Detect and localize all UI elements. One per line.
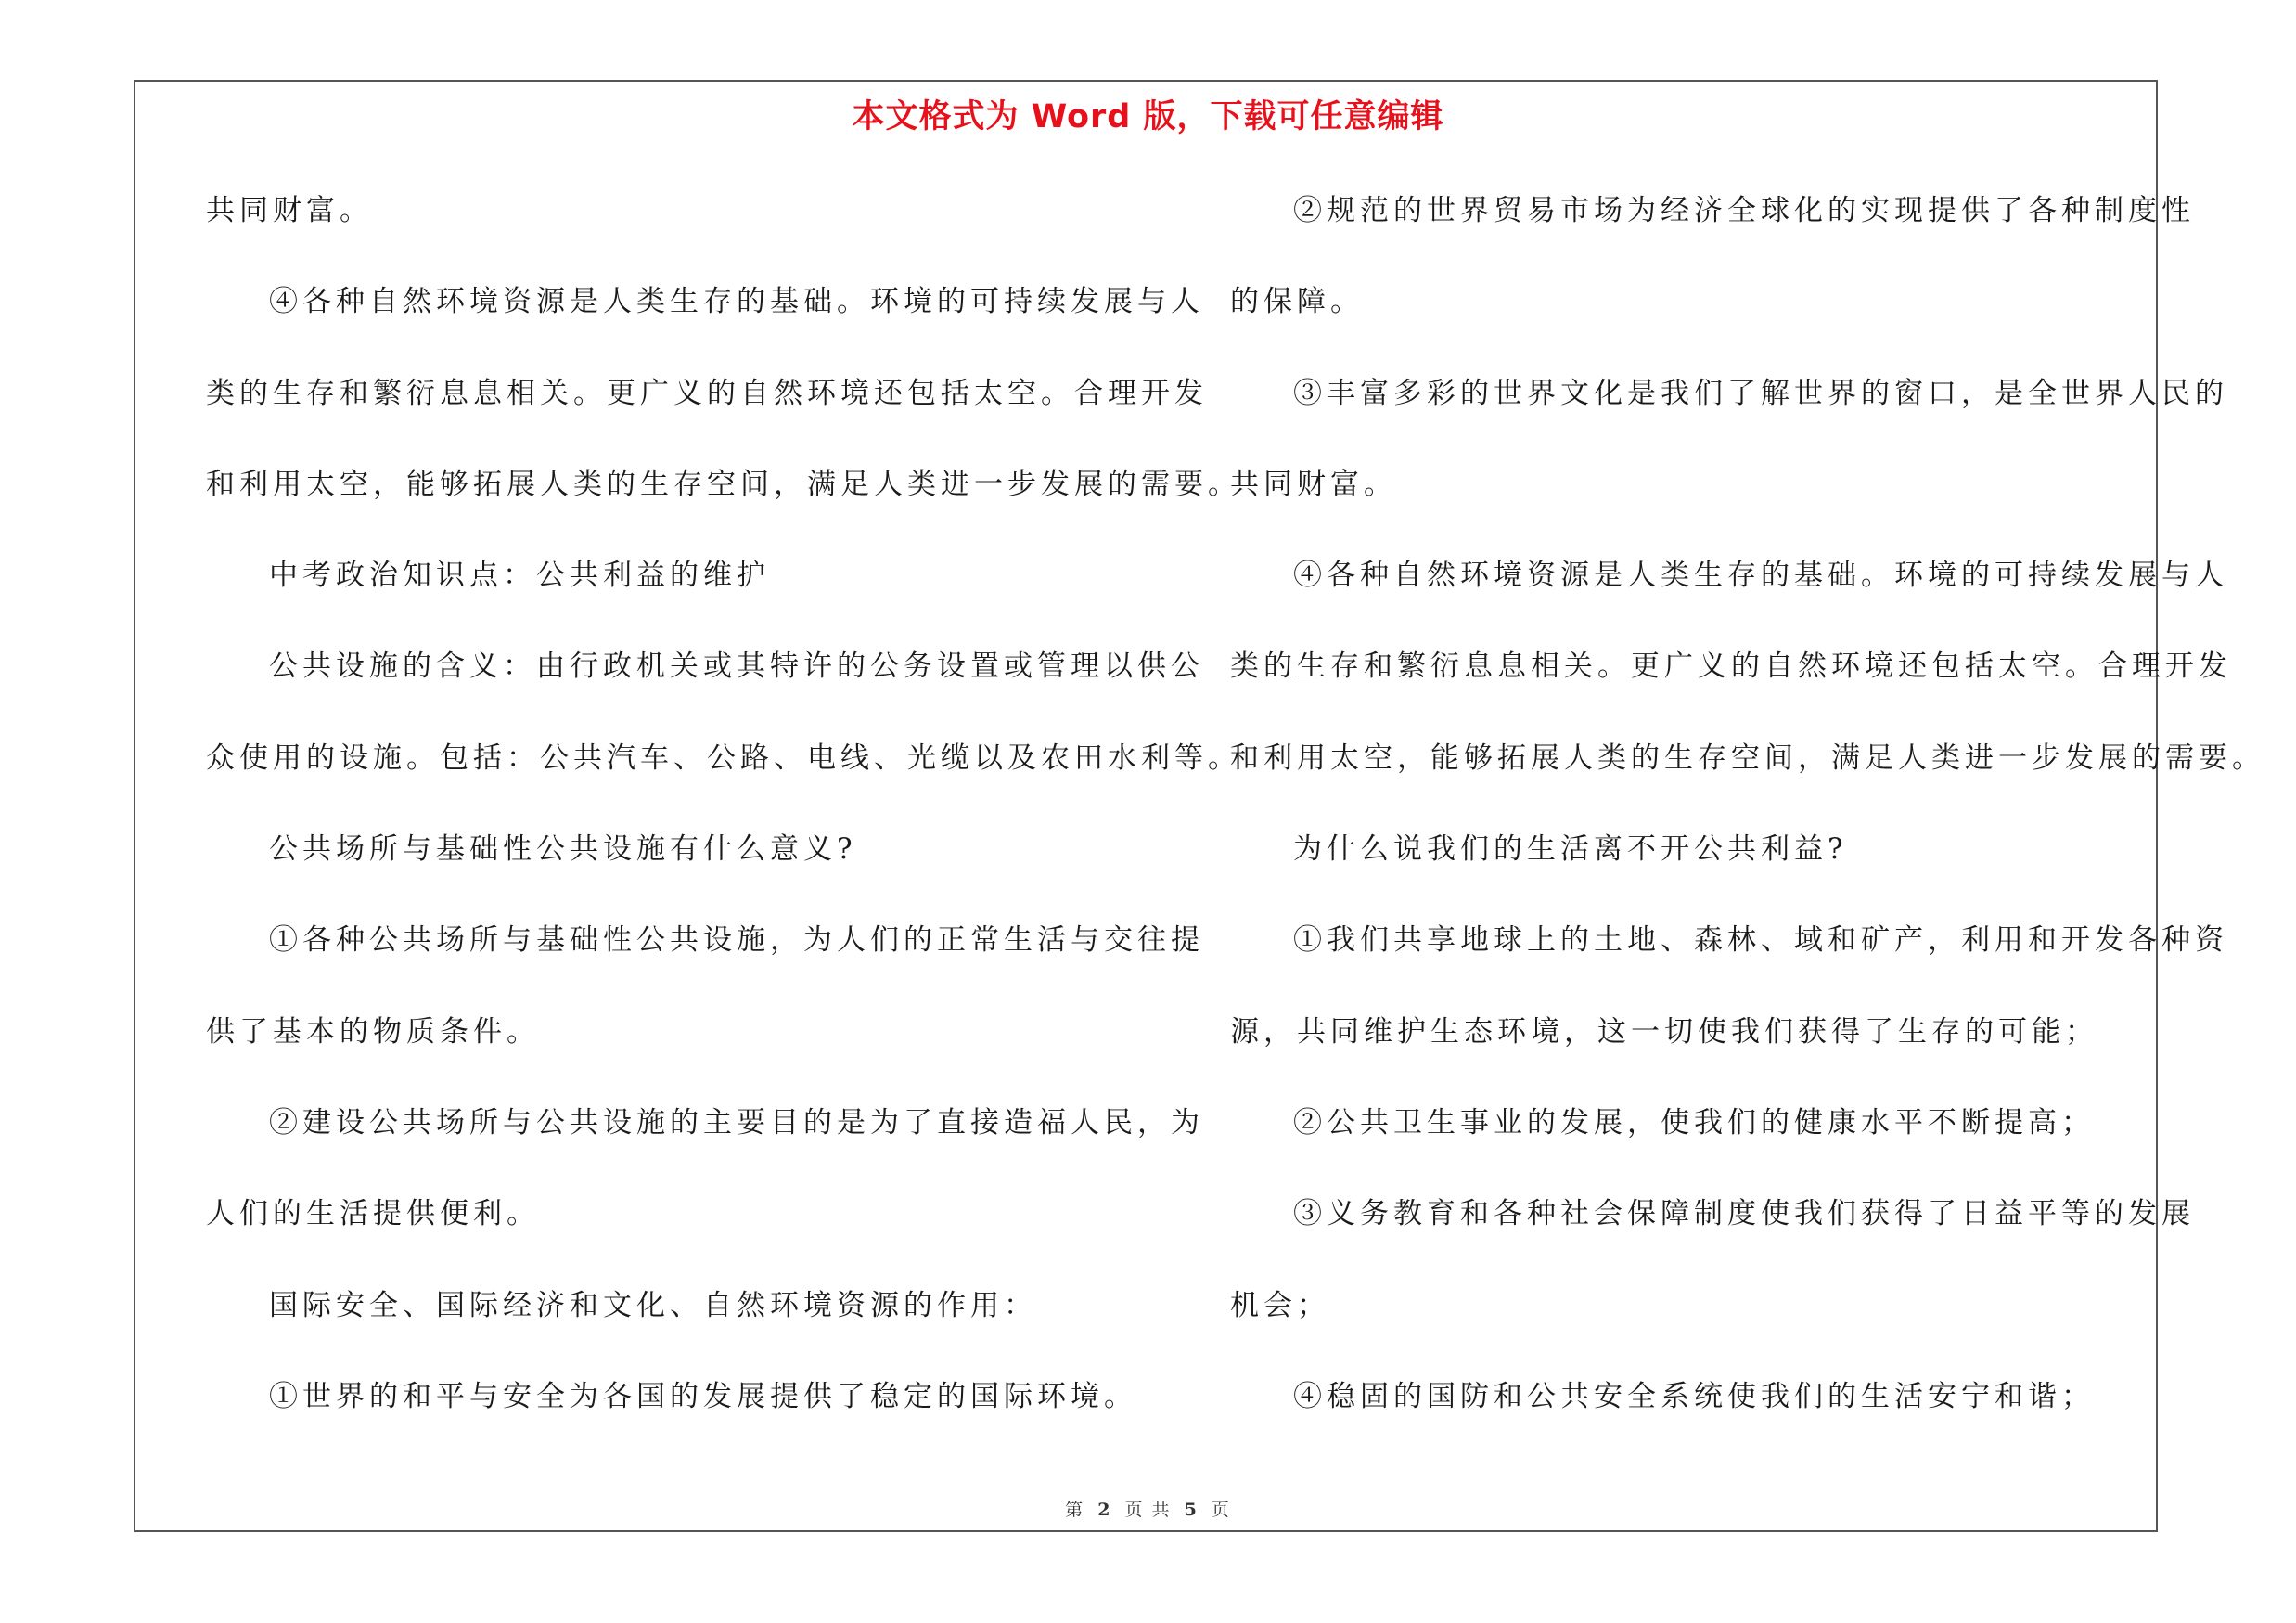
text-line: ①我们共享地球上的土地、森林、域和矿产，利用和开发各种资 xyxy=(1293,923,2228,958)
text-line: ④各种自然环境资源是人类生存的基础。环境的可持续发展与人 xyxy=(1293,559,2228,593)
text-line: ①各种公共场所与基础性公共设施，为人们的正常生活与交往提 xyxy=(269,923,1204,958)
text-line: 中考政治知识点：公共利益的维护 xyxy=(269,559,770,593)
footer-suffix: 页 xyxy=(1211,1500,1231,1520)
text-line: 共同财富。 xyxy=(206,194,373,227)
footer-prefix: 第 xyxy=(1065,1500,1085,1520)
text-line: 的保障。 xyxy=(1230,285,1364,319)
footer-total-pages: 5 xyxy=(1184,1500,1199,1520)
text-line: ③丰富多彩的世界文化是我们了解世界的窗口，是全世界人民的 xyxy=(1293,376,2228,410)
text-line: ④各种自然环境资源是人类生存的基础。环境的可持续发展与人 xyxy=(269,285,1204,319)
header-title: 本文格式为 Word 版，下载可任意编辑 xyxy=(852,98,1444,135)
left-column xyxy=(206,182,1241,1459)
text-line: ①世界的和平与安全为各国的发展提供了稳定的国际环境。 xyxy=(269,1379,1137,1413)
right-column xyxy=(1230,182,2265,1459)
footer-middle: 页 共 xyxy=(1124,1500,1172,1520)
text-line: ②建设公共场所与公共设施的主要目的是为了直接造福人民，为 xyxy=(269,1105,1204,1140)
text-line: 众使用的设施。包括：公共汽车、公路、电线、光缆以及农田水利等。 xyxy=(206,741,1241,775)
footer-page-number: 2 xyxy=(1097,1500,1112,1520)
text-line: 类的生存和繁衍息息相关。更广义的自然环境还包括太空。合理开发 xyxy=(206,376,1208,410)
text-line: 和利用太空，能够拓展人类的生存空间，满足人类进一步发展的需要。 xyxy=(1230,741,2265,775)
text-line: 公共设施的含义：由行政机关或其特许的公务设置或管理以供公 xyxy=(269,650,1204,684)
text-line: ③义务教育和各种社会保障制度使我们获得了日益平等的发展 xyxy=(1293,1197,2195,1231)
text-line: 机会； xyxy=(1230,1288,1330,1322)
text-line: 人们的生活提供便利。 xyxy=(206,1197,540,1231)
text-line: 国际安全、国际经济和文化、自然环境资源的作用： xyxy=(269,1288,1037,1322)
text-line: 为什么说我们的生活离不开公共利益? xyxy=(1293,832,1848,867)
text-line: 公共场所与基础性公共设施有什么意义? xyxy=(269,832,857,867)
text-line: 供了基本的物质条件。 xyxy=(206,1014,540,1049)
page-footer xyxy=(0,1496,2296,1521)
text-line: ②公共卫生事业的发展，使我们的健康水平不断提高； xyxy=(1293,1105,2095,1140)
text-line: 源，共同维护生态环境，这一切使我们获得了生存的可能； xyxy=(1230,1014,2098,1049)
text-line: 和利用太空，能够拓展人类的生存空间，满足人类进一步发展的需要。 xyxy=(206,467,1241,501)
text-line: 共同财富。 xyxy=(1230,467,1397,501)
text-line: 类的生存和繁衍息息相关。更广义的自然环境还包括太空。合理开发 xyxy=(1230,650,2232,684)
text-line: ②规范的世界贸易市场为经济全球化的实现提供了各种制度性 xyxy=(1293,194,2195,227)
text-line: ④稳固的国防和公共安全系统使我们的生活安宁和谐； xyxy=(1293,1379,2095,1413)
